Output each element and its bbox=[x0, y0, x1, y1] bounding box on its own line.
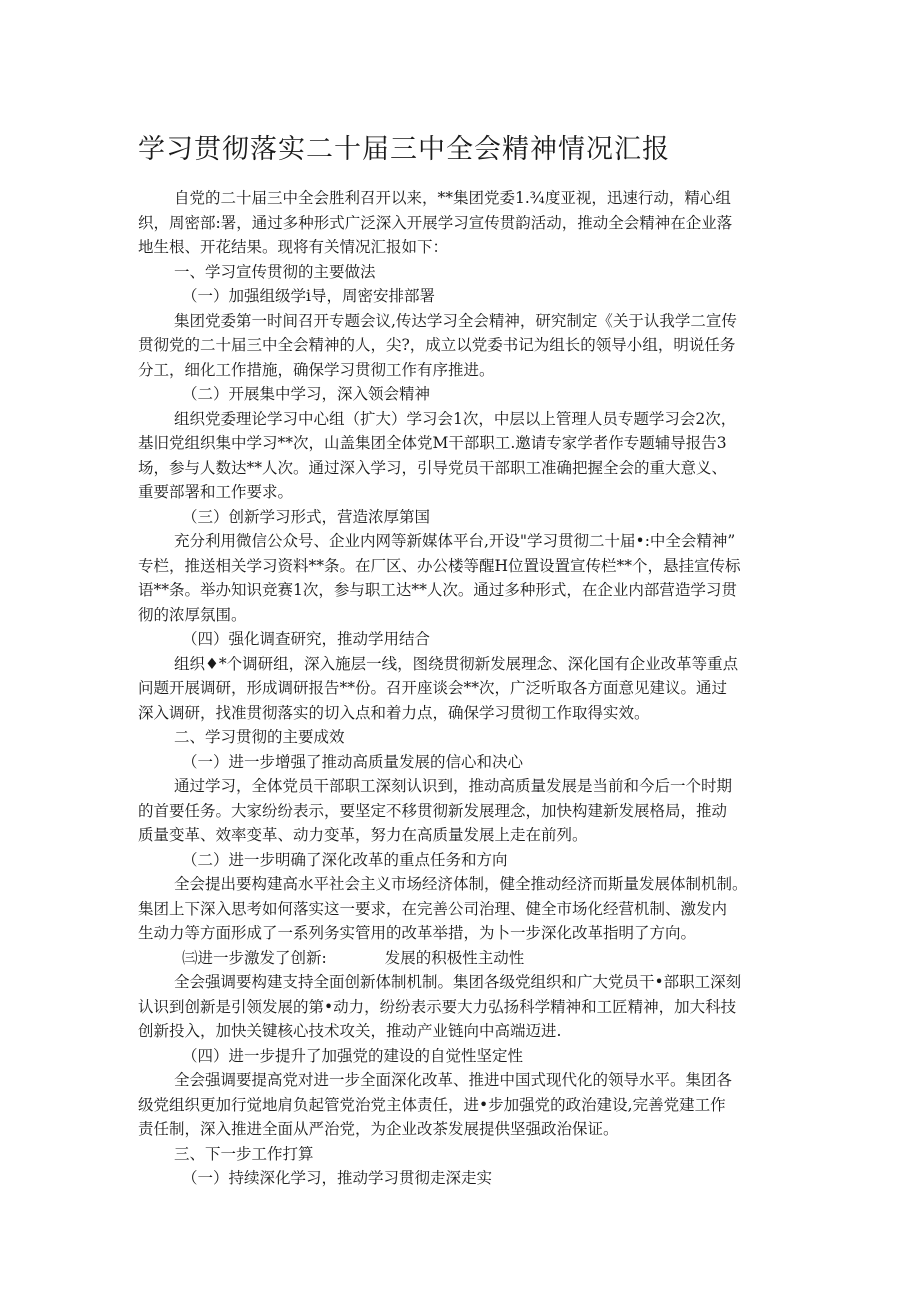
paragraph-line: 问题开展调研，形成调研报告**份。召开座谈会**次，广泛听取各方面意见建议。通过 bbox=[138, 679, 728, 697]
paragraph-line: 专栏，推送相关学习资料**条。在厂区、办公楼等醒H位置设置宣传栏**个，悬挂宣传标 bbox=[138, 556, 741, 575]
paragraph-line: 分工，细化工作措施，确保学习贯彻工作有序推进。 bbox=[138, 360, 495, 379]
paragraph-line: 质量变革、效率变革、动力变革，努力在高质量发展上走在前列。 bbox=[138, 826, 588, 844]
subsection-heading-part: 发展的积极性主动性 bbox=[384, 948, 525, 967]
subsection-heading: （一）加强组级学i导，周密安排部署 bbox=[182, 287, 435, 305]
paragraph-line: 的首要任务。大家纷纷表示，要坚定不移贯彻新发展理念，加快构建新发展格局，推动 bbox=[138, 801, 728, 820]
paragraph-line: 地生根、开花结果。现将有关情况汇报如下： bbox=[138, 238, 449, 256]
subsection-heading: （一）持续深化学习，推动学习贯彻走深走实 bbox=[182, 1169, 493, 1187]
paragraph-line: 彻的浓厚氛围。 bbox=[138, 605, 247, 624]
paragraph-line: 贯彻党的二十届三中全会精神的人，尖?，成立以党委书记为组长的领导小组，明说任务 bbox=[138, 336, 736, 354]
paragraph-line: 重要部署和工作要求。 bbox=[138, 483, 294, 501]
paragraph-line: 全会强调要构建支持全面创新体制机制。集团各级党组织和广大党员干•部职工深刻 bbox=[174, 973, 742, 991]
paragraph-line: 全会强调要提高党对进一步全面深化改革、推进中国式现代化的领导水平。集团各 bbox=[174, 1071, 733, 1089]
paragraph-line: 语**条。举办知识竞赛1次，参与职工达**人次。通过多种形式，在企业内部营造学习贯 bbox=[138, 581, 737, 599]
subsection-heading bbox=[138, 946, 798, 971]
paragraph-line: 场，参与人数达**人次。通过深入学习，引导党员干部职工准确把握全会的重大意义、 bbox=[138, 458, 728, 477]
paragraph-line: 创新投入，加快关键核心技术攻关，推动产业链向中高端迈进. bbox=[138, 1022, 562, 1040]
section-heading: 二、学习贯彻的主要成效 bbox=[174, 728, 345, 746]
paragraph-line: 组织♦*个调研组，深入施层一线，图绕贯彻新发展理念、深化国有企业改革等重点 bbox=[174, 654, 739, 673]
paragraph-line: 深入调研，找准贯彻落实的切入点和着力点，确保学习贯彻工作取得实效。 bbox=[138, 703, 650, 722]
subsection-heading: （二）开展集中学习，深入领会精神 bbox=[182, 385, 431, 403]
section-heading: 三、下一步工作打算 bbox=[174, 1144, 314, 1163]
subsection-heading: （四）强化调查研究，推动学用结合 bbox=[182, 630, 431, 648]
document-body bbox=[138, 186, 798, 1191]
paragraph-line: 认识到创新是引领发展的第•动力，纷纷表示要大力弘扬科学精神和工匠精神，加大科技 bbox=[138, 997, 737, 1016]
subsection-heading: （二）进一步明确了深化改革的重点任务和方向 bbox=[182, 850, 508, 869]
paragraph-line: 生动力等方面形成了一系列务实管用的改革举措，为卜一步深化改革指明了方向。 bbox=[138, 924, 697, 942]
subsection-heading: （一）进一步增强了推动高质量发展的信心和决心 bbox=[182, 752, 524, 771]
subsection-heading: （三）创新学习形式，营造浓厚第国 bbox=[182, 507, 431, 526]
document-title: 学习贯彻落实二十届三中全会精神情况汇报 bbox=[138, 134, 670, 165]
subsection-heading-part: ㈢进一步激发了创新: bbox=[182, 948, 327, 967]
paragraph-line: 集团上下深入思考如何落实这一要求，在完善公司治理、健全市场化经营机制、激发内 bbox=[138, 899, 728, 918]
paragraph-line: 集团党委第一时间召开专题会议,传达学习全会精神，研究制定《关于认我学二宣传 bbox=[174, 311, 737, 330]
paragraph-line: 组织党委理论学习中心组（扩大）学习会1次，中层以上管理人员专题学习会2次， bbox=[174, 409, 737, 428]
subsection-heading: （四）进一步提升了加强党的建设的自觉性坚定性 bbox=[182, 1046, 524, 1065]
paragraph-line: 级党组织更加行觉地肩负起管党治党主体责任，进•步加强党的政治建设,完善党建工作 bbox=[138, 1095, 726, 1114]
paragraph-line: 织，周密部:署，通过多种形式广泛深入开展学习宣传贯韵活动，推动全会精神在企业落 bbox=[138, 213, 733, 232]
paragraph-line: 基旧党组织集中学习**次，山盖集团全体党M干部职工.邀请专家学者作专题辅导报告3 bbox=[138, 434, 727, 452]
paragraph-line: 通过学习，全体党员干部职工深刻认识到，推动高质量发展是当前和今后一个时期 bbox=[174, 777, 733, 795]
paragraph-line: 责任制，深入推进全面从严治党，为企业改茶发展提供坚强政治保证。 bbox=[138, 1120, 619, 1138]
paragraph-line: 充分利用微信公众号、企业内网等新媒体平台,开设"学习贯彻二十届•:中全会精神” bbox=[174, 532, 736, 550]
section-heading: 一、学习宣传贯彻的主要做法 bbox=[174, 262, 376, 281]
paragraph-line: 全会提出要构建高水平社会主义市场经济体制，健全推动经济而斯量发展体制机制。 bbox=[174, 875, 748, 893]
paragraph-line: 自党的二十届三中全会胜利召开以来，**集团党委1.¾度亚视，迅速行动，精心组 bbox=[174, 189, 731, 207]
